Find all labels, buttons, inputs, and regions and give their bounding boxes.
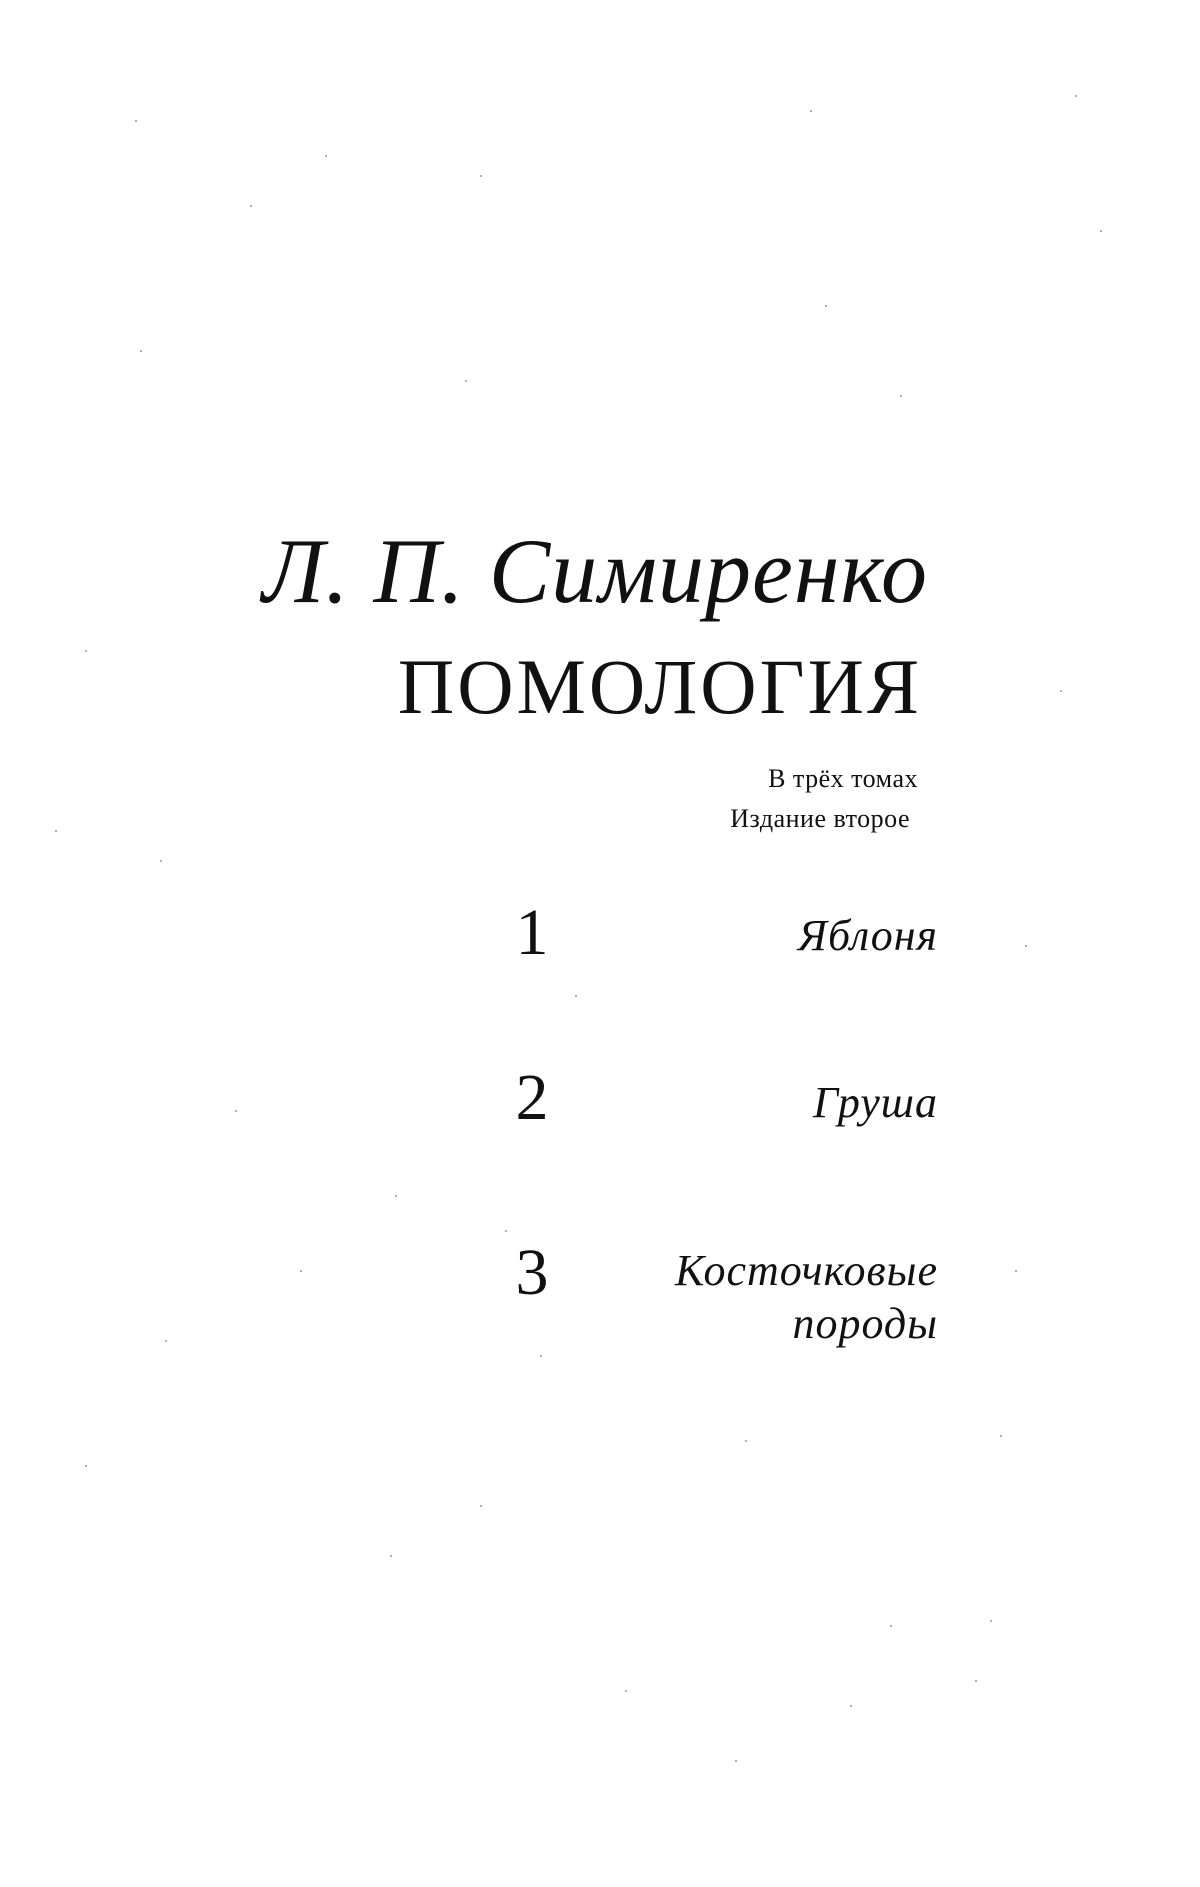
edition-note: Издание второе <box>730 804 910 833</box>
volume-name <box>675 1245 938 1351</box>
book-title: ПОМОЛОГИЯ <box>397 643 922 730</box>
volume-name-line: породы <box>792 1298 938 1348</box>
volume-number: 1 <box>515 896 549 969</box>
volume-number: 3 <box>515 1236 549 1309</box>
author-name: Л. П. Симиренко <box>262 520 928 622</box>
volume-name: Яблоня <box>798 911 938 960</box>
volume-name-line: Косточковые <box>674 1246 938 1295</box>
volume-name: Груша <box>813 1078 938 1127</box>
volumes-note: В трёх томах <box>768 764 918 793</box>
volume-number: 2 <box>515 1061 549 1134</box>
